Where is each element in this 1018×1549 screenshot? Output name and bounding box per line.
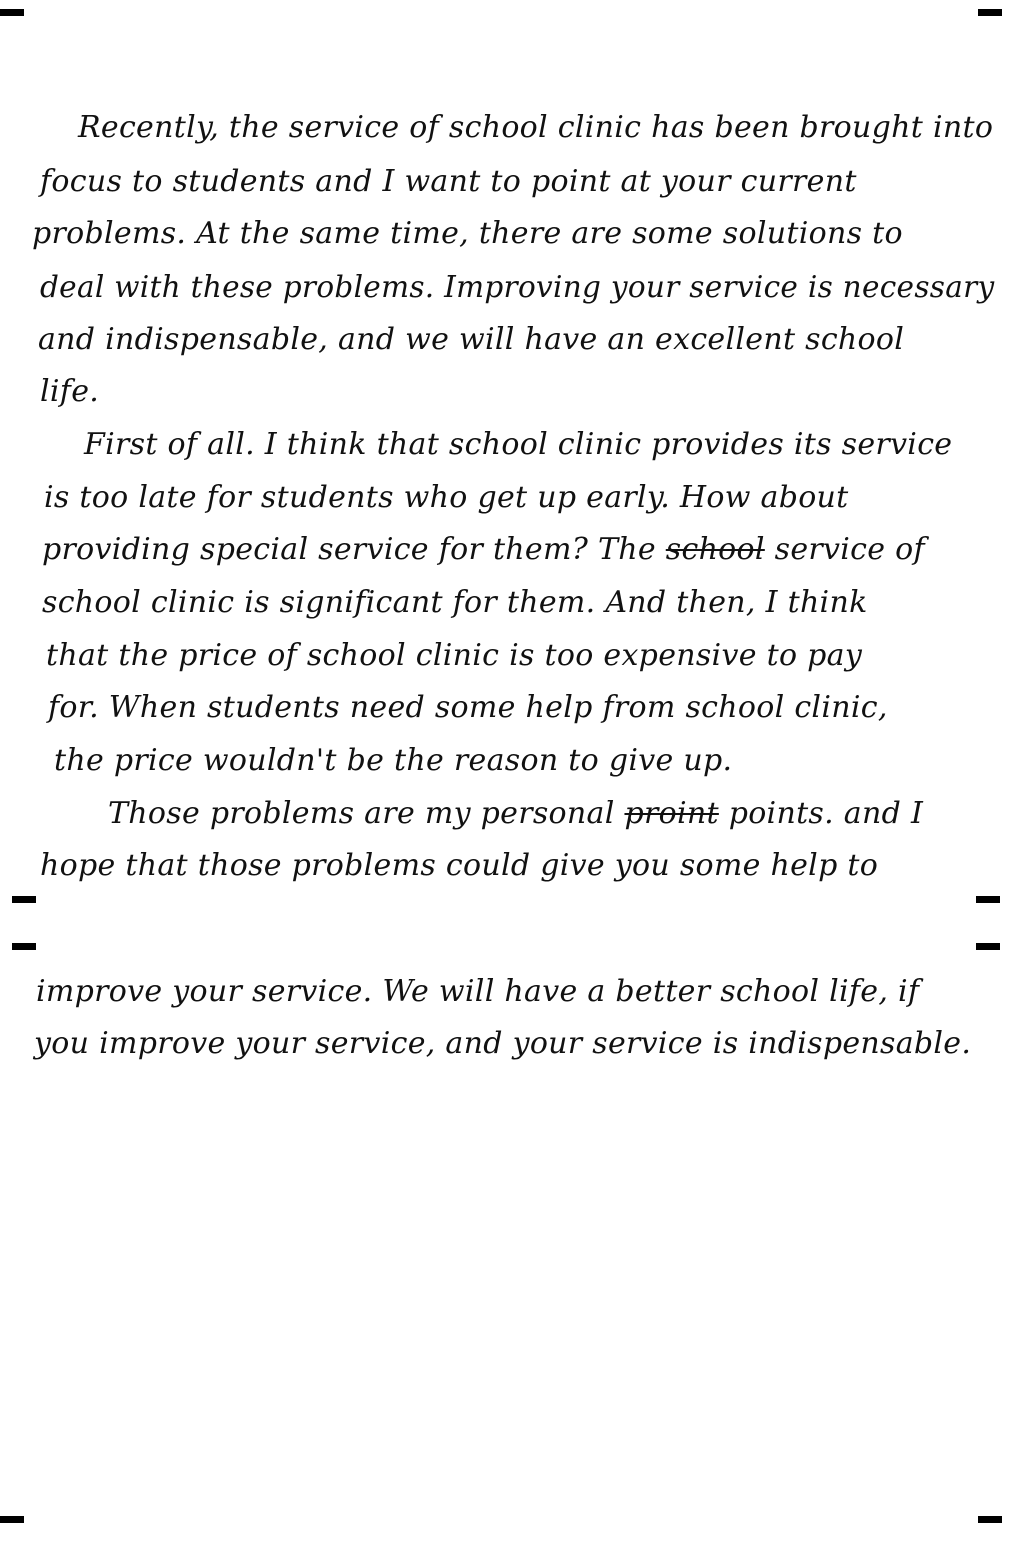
essay-line-with-correction	[42, 530, 925, 570]
essay-text: points. and I	[718, 796, 924, 831]
registration-mark-bottom-left	[0, 1516, 24, 1523]
registration-mark-top-right	[978, 9, 1002, 16]
essay-line: school clinic is significant for them. And then, I think	[42, 585, 868, 620]
essay-line: focus to students and I want to point at your current	[40, 164, 857, 199]
essay-line: for. When students need some help from school clinic,	[48, 690, 888, 725]
essay-line: life.	[40, 374, 100, 409]
registration-mark-middle-left-upper	[12, 896, 36, 903]
essay-line: is too late for students who get up early. How about	[44, 480, 849, 515]
essay-text: Those problems are my personal	[108, 796, 625, 831]
registration-mark-top-left	[0, 9, 24, 16]
essay-line-with-correction	[108, 794, 923, 834]
registration-mark-middle-right-lower	[976, 943, 1000, 950]
essay-line: improve your service. We will have a better school life, if	[36, 974, 920, 1009]
essay-text: service of	[764, 532, 925, 567]
registration-mark-bottom-right	[978, 1516, 1002, 1523]
essay-line: problems. At the same time, there are some solutions to	[32, 216, 903, 251]
essay-line: the price wouldn't be the reason to give up.	[54, 743, 733, 778]
struck-word: school	[665, 532, 765, 567]
registration-mark-middle-left-lower	[12, 943, 36, 950]
essay-line: and indispensable, and we will have an excellent school	[38, 322, 905, 357]
essay-line: hope that those problems could give you some help to	[40, 848, 879, 883]
registration-mark-middle-right-upper	[976, 896, 1000, 903]
essay-line: First of all. I think that school clinic provides its service	[84, 427, 953, 462]
essay-text: providing special service for them? The	[42, 532, 666, 567]
struck-word: proint	[624, 796, 719, 831]
essay-line: you improve your service, and your service is indispensable.	[34, 1026, 972, 1061]
essay-line: deal with these problems. Improving your service is necessary	[40, 270, 995, 304]
essay-line: that the price of school clinic is too expensive to pay	[46, 638, 863, 673]
essay-line: Recently, the service of school clinic has been brought into	[78, 110, 994, 145]
